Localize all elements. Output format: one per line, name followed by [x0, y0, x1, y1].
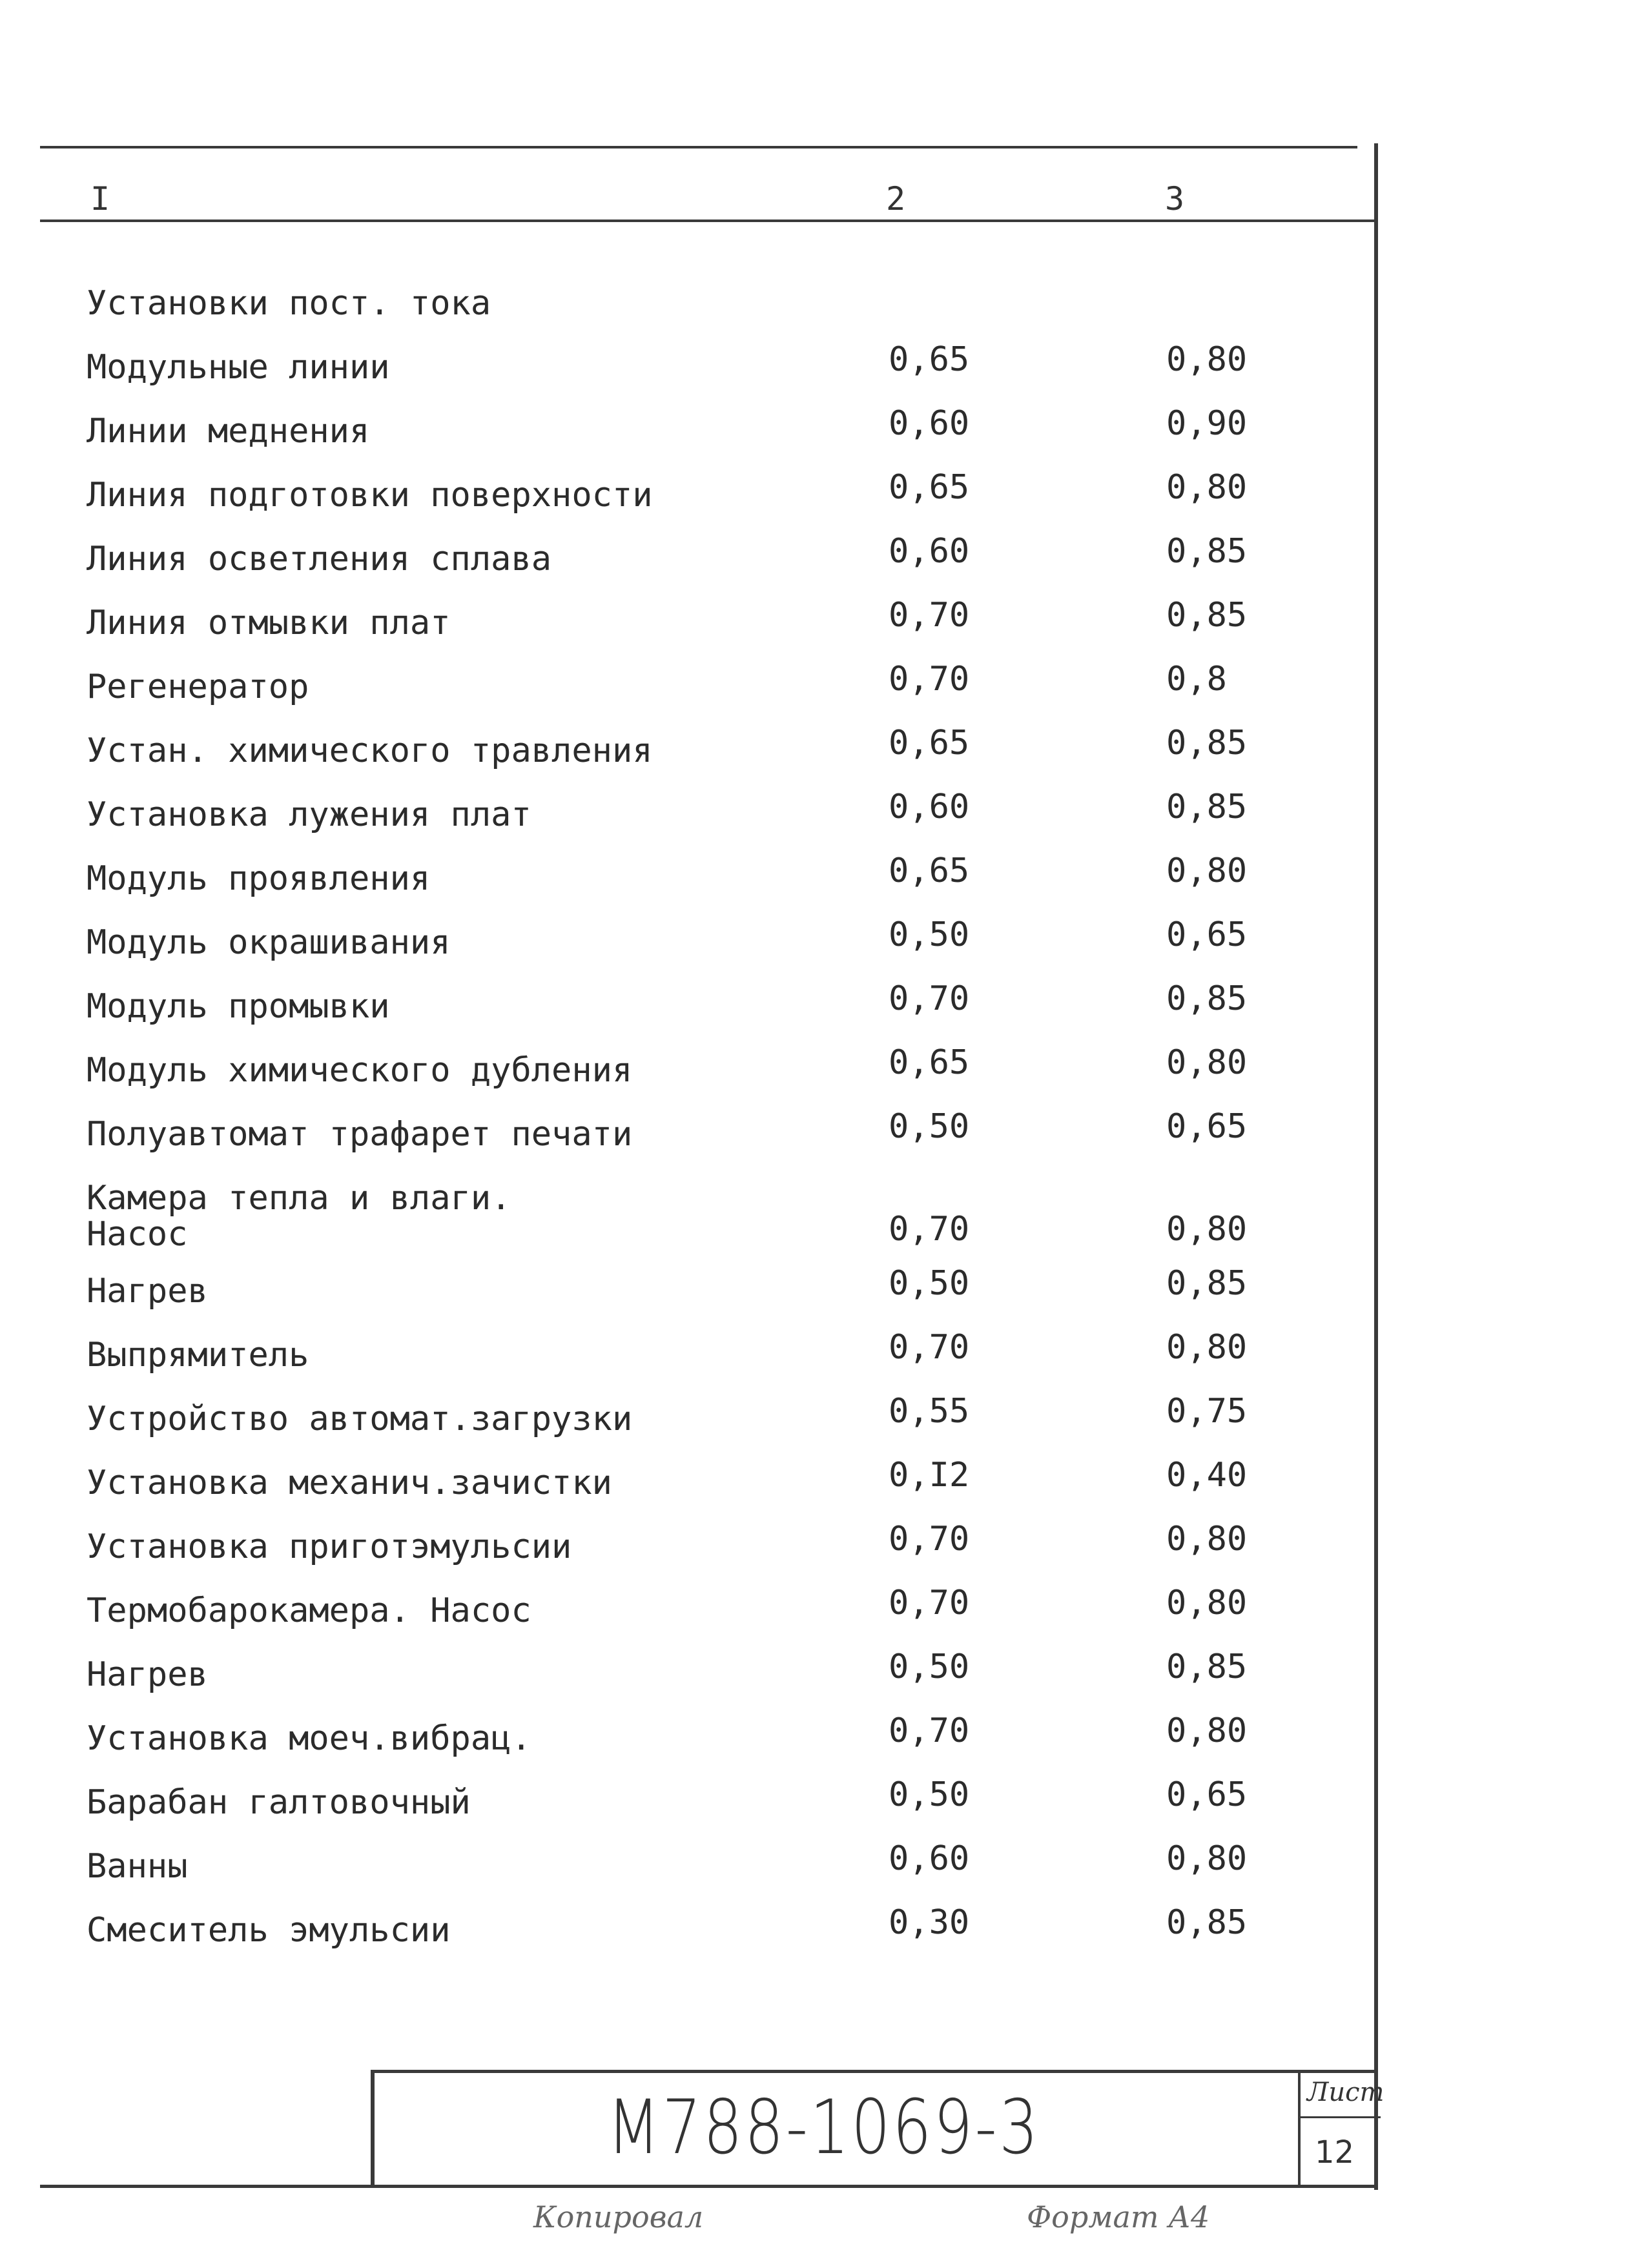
table-row [0, 789, 1375, 853]
table-row [0, 981, 1375, 1045]
row-value-col3: 0,65 [1166, 1775, 1248, 1814]
row-name: Смеситель эмульсии [87, 1911, 451, 1950]
sheet-box [1298, 2070, 1384, 2186]
row-value-col2: 0,70 [889, 1210, 970, 1249]
row-value-col3: 0,85 [1166, 1648, 1248, 1686]
row-name: Устан. химического травления [87, 731, 653, 770]
table-row [0, 469, 1375, 533]
row-value-col3: 0,85 [1166, 979, 1248, 1018]
row-name: Модуль химического дубления [87, 1051, 633, 1090]
row-value-col2: 0,60 [889, 788, 970, 826]
row-value-col2: 0,50 [889, 1107, 970, 1146]
table-row [0, 1108, 1375, 1172]
table-row [0, 342, 1375, 405]
footer-format: Формат А4 [1027, 2200, 1210, 2234]
row-value-col2: 0,30 [889, 1903, 970, 1942]
row-value-col2: 0,60 [889, 1839, 970, 1878]
row-value-col3: 0,85 [1166, 1903, 1248, 1942]
document-code: М788-1069-3 [607, 2084, 1040, 2171]
row-value-col3: 0,80 [1166, 852, 1248, 890]
row-value-col2: 0,65 [889, 468, 970, 507]
row-name: Выпрямитель [87, 1336, 309, 1374]
row-name: Модуль промывки [87, 987, 390, 1026]
row-value-col2: 0,70 [889, 1520, 970, 1558]
row-value-col3: 0,85 [1166, 1264, 1248, 1303]
table-row [0, 278, 1375, 342]
row-value-col3: 0,80 [1166, 1711, 1248, 1750]
table-row [0, 1172, 1375, 1265]
row-name: Установка моеч.вибрац. [87, 1719, 531, 1758]
row-name: Установка приготэмульсии [87, 1527, 572, 1566]
row-name: Линия отмывки плат [87, 604, 451, 642]
table-row [0, 917, 1375, 981]
table-row [0, 1841, 1375, 1905]
column-header-3: 3 [1165, 180, 1185, 218]
row-name: Установки пост. тока [87, 284, 491, 323]
row-name: Модуль окрашивания [87, 923, 451, 962]
row-value-col2: 0,60 [889, 404, 970, 443]
row-name: Барабан галтовочный [87, 1783, 471, 1822]
row-value-col3: 0,85 [1166, 596, 1248, 635]
row-name: Ванны [87, 1847, 188, 1886]
row-value-col3: 0,85 [1166, 788, 1248, 826]
table-header-rule [40, 220, 1377, 222]
row-value-col3: 0,8 [1166, 660, 1227, 699]
table-row [0, 1649, 1375, 1713]
row-value-col2: 0,55 [889, 1392, 970, 1431]
row-name: Термобарокамера. Насос [87, 1591, 531, 1630]
table-row [0, 1045, 1375, 1108]
row-value-col3: 0,80 [1166, 340, 1248, 379]
row-value-col3: 0,90 [1166, 404, 1248, 443]
table-row [0, 853, 1375, 917]
row-value-col2: 0,70 [889, 1584, 970, 1622]
sheet-label: Лист [1307, 2078, 1384, 2107]
table-row [0, 597, 1375, 661]
row-value-col3: 0,80 [1166, 1210, 1248, 1249]
row-value-col3: 0,65 [1166, 1107, 1248, 1146]
row-name: Нагрев [87, 1655, 208, 1694]
row-name: Линия подготовки поверхности [87, 476, 653, 515]
row-value-col3: 0,75 [1166, 1392, 1248, 1431]
row-value-col2: 0,50 [889, 1264, 970, 1303]
row-value-col3: 0,85 [1166, 532, 1248, 571]
table-row [0, 1905, 1375, 1968]
sheet-number: 12 [1315, 2134, 1355, 2171]
row-name: Линии меднения [87, 412, 370, 451]
row-name: Установка лужения плат [87, 795, 531, 834]
table-row [0, 725, 1375, 789]
table-row [0, 661, 1375, 725]
row-value-col2: 0,70 [889, 1711, 970, 1750]
row-name: Модульные линии [87, 348, 390, 387]
row-value-col3: 0,80 [1166, 1043, 1248, 1082]
row-value-col3: 0,80 [1166, 1520, 1248, 1558]
row-value-col2: 0,65 [889, 724, 970, 762]
coefficient-table [0, 278, 1375, 1968]
table-row [0, 1777, 1375, 1841]
row-value-col3: 0,80 [1166, 1584, 1248, 1622]
table-top-rule [40, 146, 1357, 148]
row-value-col2: 0,65 [889, 852, 970, 890]
column-header-2: 2 [886, 180, 906, 218]
column-header-1: I [90, 180, 110, 218]
sheet-divider [1301, 2116, 1381, 2118]
table-row [0, 1329, 1375, 1393]
row-name: Нагрев [87, 1272, 208, 1311]
row-value-col2: 0,70 [889, 660, 970, 699]
row-value-col2: 0,I2 [889, 1456, 970, 1495]
row-name: Полуавтомат трафарет печати [87, 1115, 633, 1154]
row-value-col3: 0,80 [1166, 468, 1248, 507]
row-value-col3: 0,80 [1166, 1839, 1248, 1878]
row-name: Модуль проявления [87, 859, 431, 898]
row-value-col2: 0,60 [889, 532, 970, 571]
row-value-col2: 0,50 [889, 1775, 970, 1814]
row-value-col2: 0,50 [889, 1648, 970, 1686]
row-value-col3: 0,85 [1166, 724, 1248, 762]
row-name: Устройство автомат.загрузки [87, 1400, 633, 1438]
table-row [0, 1457, 1375, 1521]
table-row [0, 1393, 1375, 1457]
table-row [0, 533, 1375, 597]
row-value-col3: 0,40 [1166, 1456, 1248, 1495]
row-value-col2: 0,50 [889, 915, 970, 954]
row-value-col2: 0,70 [889, 979, 970, 1018]
row-value-col2: 0,70 [889, 596, 970, 635]
row-name: Линия осветления сплава [87, 540, 552, 578]
row-value-col3: 0,65 [1166, 915, 1248, 954]
row-name: Камера тепла и влаги. Насос [87, 1179, 511, 1254]
row-value-col2: 0,65 [889, 1043, 970, 1082]
table-row [0, 1521, 1375, 1585]
title-block-stamp [371, 2070, 1384, 2186]
row-name: Установка механич.зачистки [87, 1464, 612, 1502]
row-name: Регенератор [87, 668, 309, 706]
row-value-col2: 0,65 [889, 340, 970, 379]
table-row [0, 1713, 1375, 1777]
table-row [0, 1585, 1375, 1649]
table-row [0, 1265, 1375, 1329]
footer-copied-by: Копировал [533, 2200, 704, 2234]
row-value-col2: 0,70 [889, 1328, 970, 1367]
table-row [0, 405, 1375, 469]
row-value-col3: 0,80 [1166, 1328, 1248, 1367]
